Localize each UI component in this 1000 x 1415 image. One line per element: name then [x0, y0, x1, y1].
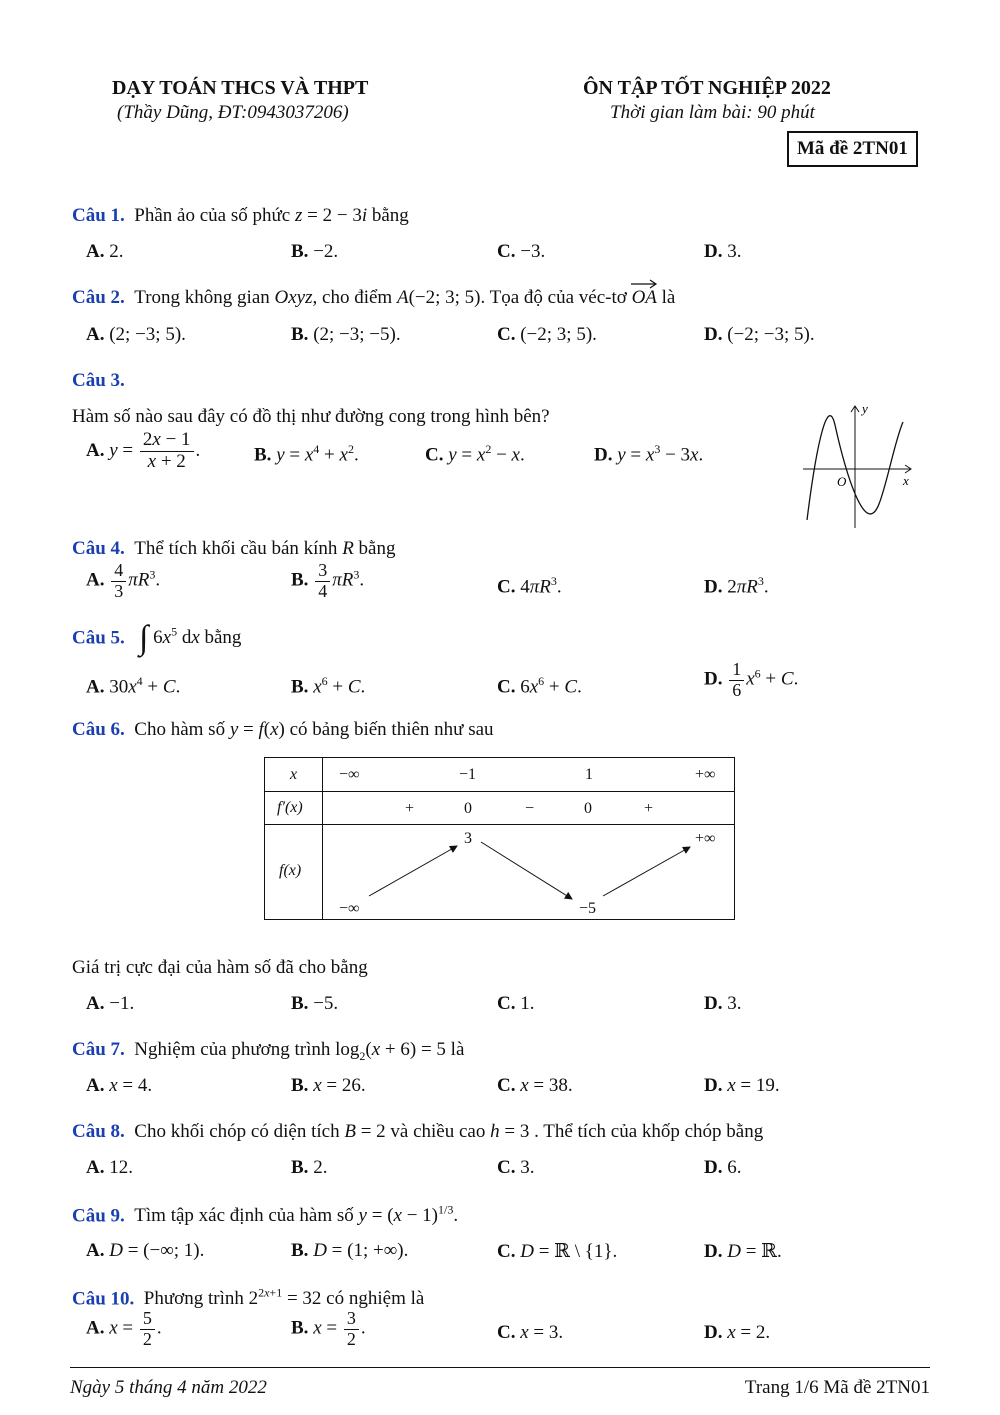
- q3-option-b[interactable]: B. $y = x^4 + x^2$.: [254, 442, 359, 466]
- q5-option-a[interactable]: A. $30x^4 + C$.: [86, 674, 181, 698]
- question-label: Câu 10.: [72, 1288, 135, 1310]
- vt-f-value: 3: [464, 830, 472, 847]
- q8-option-b[interactable]: B. 2.: [291, 1157, 328, 1178]
- question-10: [72, 1286, 424, 1310]
- footer-page-info: Trang 1/6 Mã đề 2TN01: [744, 1377, 930, 1398]
- question-8: [72, 1121, 763, 1143]
- q9-option-a[interactable]: A. D = (−∞; 1).: [86, 1240, 205, 1261]
- question-text: Cho khối chóp có diện tích B = 2 và chiều cao h = 3 . Thể tích của khốp chóp bằng: [129, 1121, 764, 1142]
- question-label: Câu 7.: [72, 1039, 125, 1060]
- q10-option-d[interactable]: D. x = 2.: [704, 1322, 771, 1343]
- vt-fprime-label: f′(x): [277, 799, 303, 816]
- vt-sign: +: [644, 800, 654, 817]
- question-label: Câu 2.: [72, 287, 125, 308]
- q1-option-a[interactable]: A. 2.: [86, 241, 124, 262]
- q6-option-a[interactable]: A. −1.: [86, 993, 135, 1014]
- vt-x-label: x: [290, 766, 298, 783]
- q2-option-b[interactable]: B. (2; −3; −5).: [291, 324, 401, 345]
- vt-sign: −: [525, 800, 535, 817]
- question-label: Câu 1.: [72, 205, 125, 226]
- question-label: Câu 6.: [72, 719, 125, 740]
- q1-option-d[interactable]: D. 3.: [704, 241, 742, 262]
- q6-option-d[interactable]: D. 3.: [704, 993, 742, 1014]
- question-4: [72, 538, 395, 560]
- variation-table: [264, 757, 735, 920]
- q5-option-c[interactable]: C. $6x^6 + C$.: [497, 674, 582, 698]
- question-1: [72, 205, 409, 227]
- q10-option-b[interactable]: B. x = $\frac{3}{2}$ .: [291, 1308, 366, 1349]
- question-label: Câu 5.: [72, 627, 125, 649]
- q1-option-c[interactable]: C. −3.: [497, 241, 546, 262]
- q2-option-d[interactable]: D. (−2; −3; 5).: [704, 324, 815, 345]
- vt-f-value: −5: [579, 900, 597, 917]
- teacher-info: (Thầy Dũng, ĐT:0943037206): [117, 102, 349, 123]
- q8-option-c[interactable]: C. 3.: [497, 1157, 535, 1178]
- q10-option-a[interactable]: A. x = $\frac{5}{2}$ .: [86, 1308, 162, 1349]
- q5-option-b[interactable]: B. $x^6 + C$.: [291, 674, 366, 698]
- svg-text:O: O: [837, 474, 847, 489]
- exam-duration: Thời gian làm bài: 90 phút: [610, 102, 815, 123]
- increase-arrow-icon: [603, 847, 690, 896]
- vt-x-value: 1: [585, 766, 593, 783]
- exam-title: ÔN TẬP TỐT NGHIỆP 2022: [583, 77, 831, 99]
- question-label: Câu 4.: [72, 538, 125, 559]
- q9-option-c[interactable]: C. D = ℝ \ {1}.: [497, 1241, 618, 1262]
- svg-text:x: x: [903, 473, 909, 488]
- q4-option-c[interactable]: C. $4\pi R^3$.: [497, 574, 562, 598]
- q6-option-c[interactable]: C. 1.: [497, 993, 535, 1014]
- q3-option-a[interactable]: A. y = $\frac{2x - 1}{x + 2}$ .: [86, 429, 201, 472]
- q2-option-a[interactable]: A. (2; −3; 5).: [86, 324, 186, 345]
- increase-arrow-icon: [369, 846, 457, 896]
- cubic-graph-figure: [795, 400, 920, 530]
- question-text: Nghiệm của phương trình $\log_2(x + 6) = 5$ là: [129, 1039, 465, 1063]
- q7-option-c[interactable]: C. x = 38.: [497, 1075, 573, 1096]
- vt-f-value: +∞: [695, 830, 716, 847]
- q7-option-a[interactable]: A. x = 4.: [86, 1075, 153, 1096]
- question-label: Câu 8.: [72, 1121, 125, 1142]
- vt-sign: 0: [584, 800, 592, 817]
- q10-option-c[interactable]: C. x = 3.: [497, 1322, 564, 1343]
- vector-arrow-icon: [630, 279, 658, 289]
- question-3-text: Hàm số nào sau đây có đồ thị như đường cong trong hình bên?: [72, 406, 550, 427]
- question-7: [72, 1039, 464, 1064]
- question-text: ∫ $6x^5$ dx bằng: [139, 620, 242, 657]
- vt-sign: +: [405, 800, 415, 817]
- q4-option-a[interactable]: A. $\frac{4}{3}$ $\pi R^3$.: [86, 560, 161, 601]
- vt-x-value: −1: [459, 766, 477, 783]
- decrease-arrow-icon: [481, 842, 572, 899]
- question-6: [72, 719, 494, 741]
- vt-sign: 0: [464, 800, 472, 817]
- question-text: Phương trình $2^{2x+1} = 32$ có nghiệm là: [139, 1286, 425, 1310]
- q7-option-b[interactable]: B. x = 26.: [291, 1075, 366, 1096]
- vt-x-value: +∞: [695, 766, 716, 783]
- question-text: Cho hàm số y = f(x) có bảng biến thiên như sau: [129, 719, 494, 740]
- footer-divider: [70, 1367, 930, 1368]
- vt-f-value: −∞: [339, 900, 360, 917]
- svg-text:y: y: [862, 401, 868, 416]
- q1-option-b[interactable]: B. −2.: [291, 241, 339, 262]
- q2-option-c[interactable]: C. (−2; 3; 5).: [497, 324, 597, 345]
- q4-option-d[interactable]: D. $2\pi R^3$.: [704, 574, 769, 598]
- question-5: [72, 622, 241, 656]
- question-text: Trong không gian Oxyz, cho điểm A(−2; 3; 5). Tọa độ của véc-tơ OA là: [130, 287, 676, 308]
- vt-arrows: [265, 758, 736, 921]
- question-2: [72, 287, 675, 309]
- q9-option-d[interactable]: D. D = ℝ.: [704, 1241, 782, 1262]
- school-title: DẠY TOÁN THCS VÀ THPT: [112, 77, 369, 99]
- question-label: Câu 9.: [72, 1205, 125, 1227]
- exam-code-box: Mã đề 2TN01: [787, 131, 918, 167]
- question-3-label: Câu 3.: [72, 370, 125, 391]
- q8-option-d[interactable]: D. 6.: [704, 1157, 742, 1178]
- vt-x-value: −∞: [339, 766, 360, 783]
- question-text: Phần ảo của số phức z = 2 − 3i bằng: [129, 205, 409, 226]
- q6-option-b[interactable]: B. −5.: [291, 993, 339, 1014]
- q8-option-a[interactable]: A. 12.: [86, 1157, 133, 1178]
- vt-f-label: f(x): [279, 862, 302, 879]
- q4-option-b[interactable]: B. $\frac{3}{4}$ $\pi R^3$.: [291, 560, 365, 601]
- question-text: Thể tích khối cầu bán kính R bằng: [129, 538, 396, 559]
- question-9: [72, 1203, 458, 1227]
- question-text: Tìm tập xác định của hàm số $y = (x - 1)^{1/3}$.: [129, 1203, 459, 1227]
- footer-date: Ngày 5 tháng 4 năm 2022: [70, 1377, 267, 1398]
- q7-option-d[interactable]: D. x = 19.: [704, 1075, 780, 1096]
- q3-option-c[interactable]: C. $y = x^2 - x$.: [425, 442, 525, 466]
- question-6-prompt: Giá trị cực đại của hàm số đã cho bằng: [72, 957, 368, 978]
- q3-option-d[interactable]: D. $y = x^3 - 3x$.: [594, 442, 704, 466]
- q5-option-d[interactable]: D. $\frac{1}{6}$ $x^6 + C$.: [704, 659, 799, 700]
- q9-option-b[interactable]: B. D = (1; +∞).: [291, 1240, 409, 1261]
